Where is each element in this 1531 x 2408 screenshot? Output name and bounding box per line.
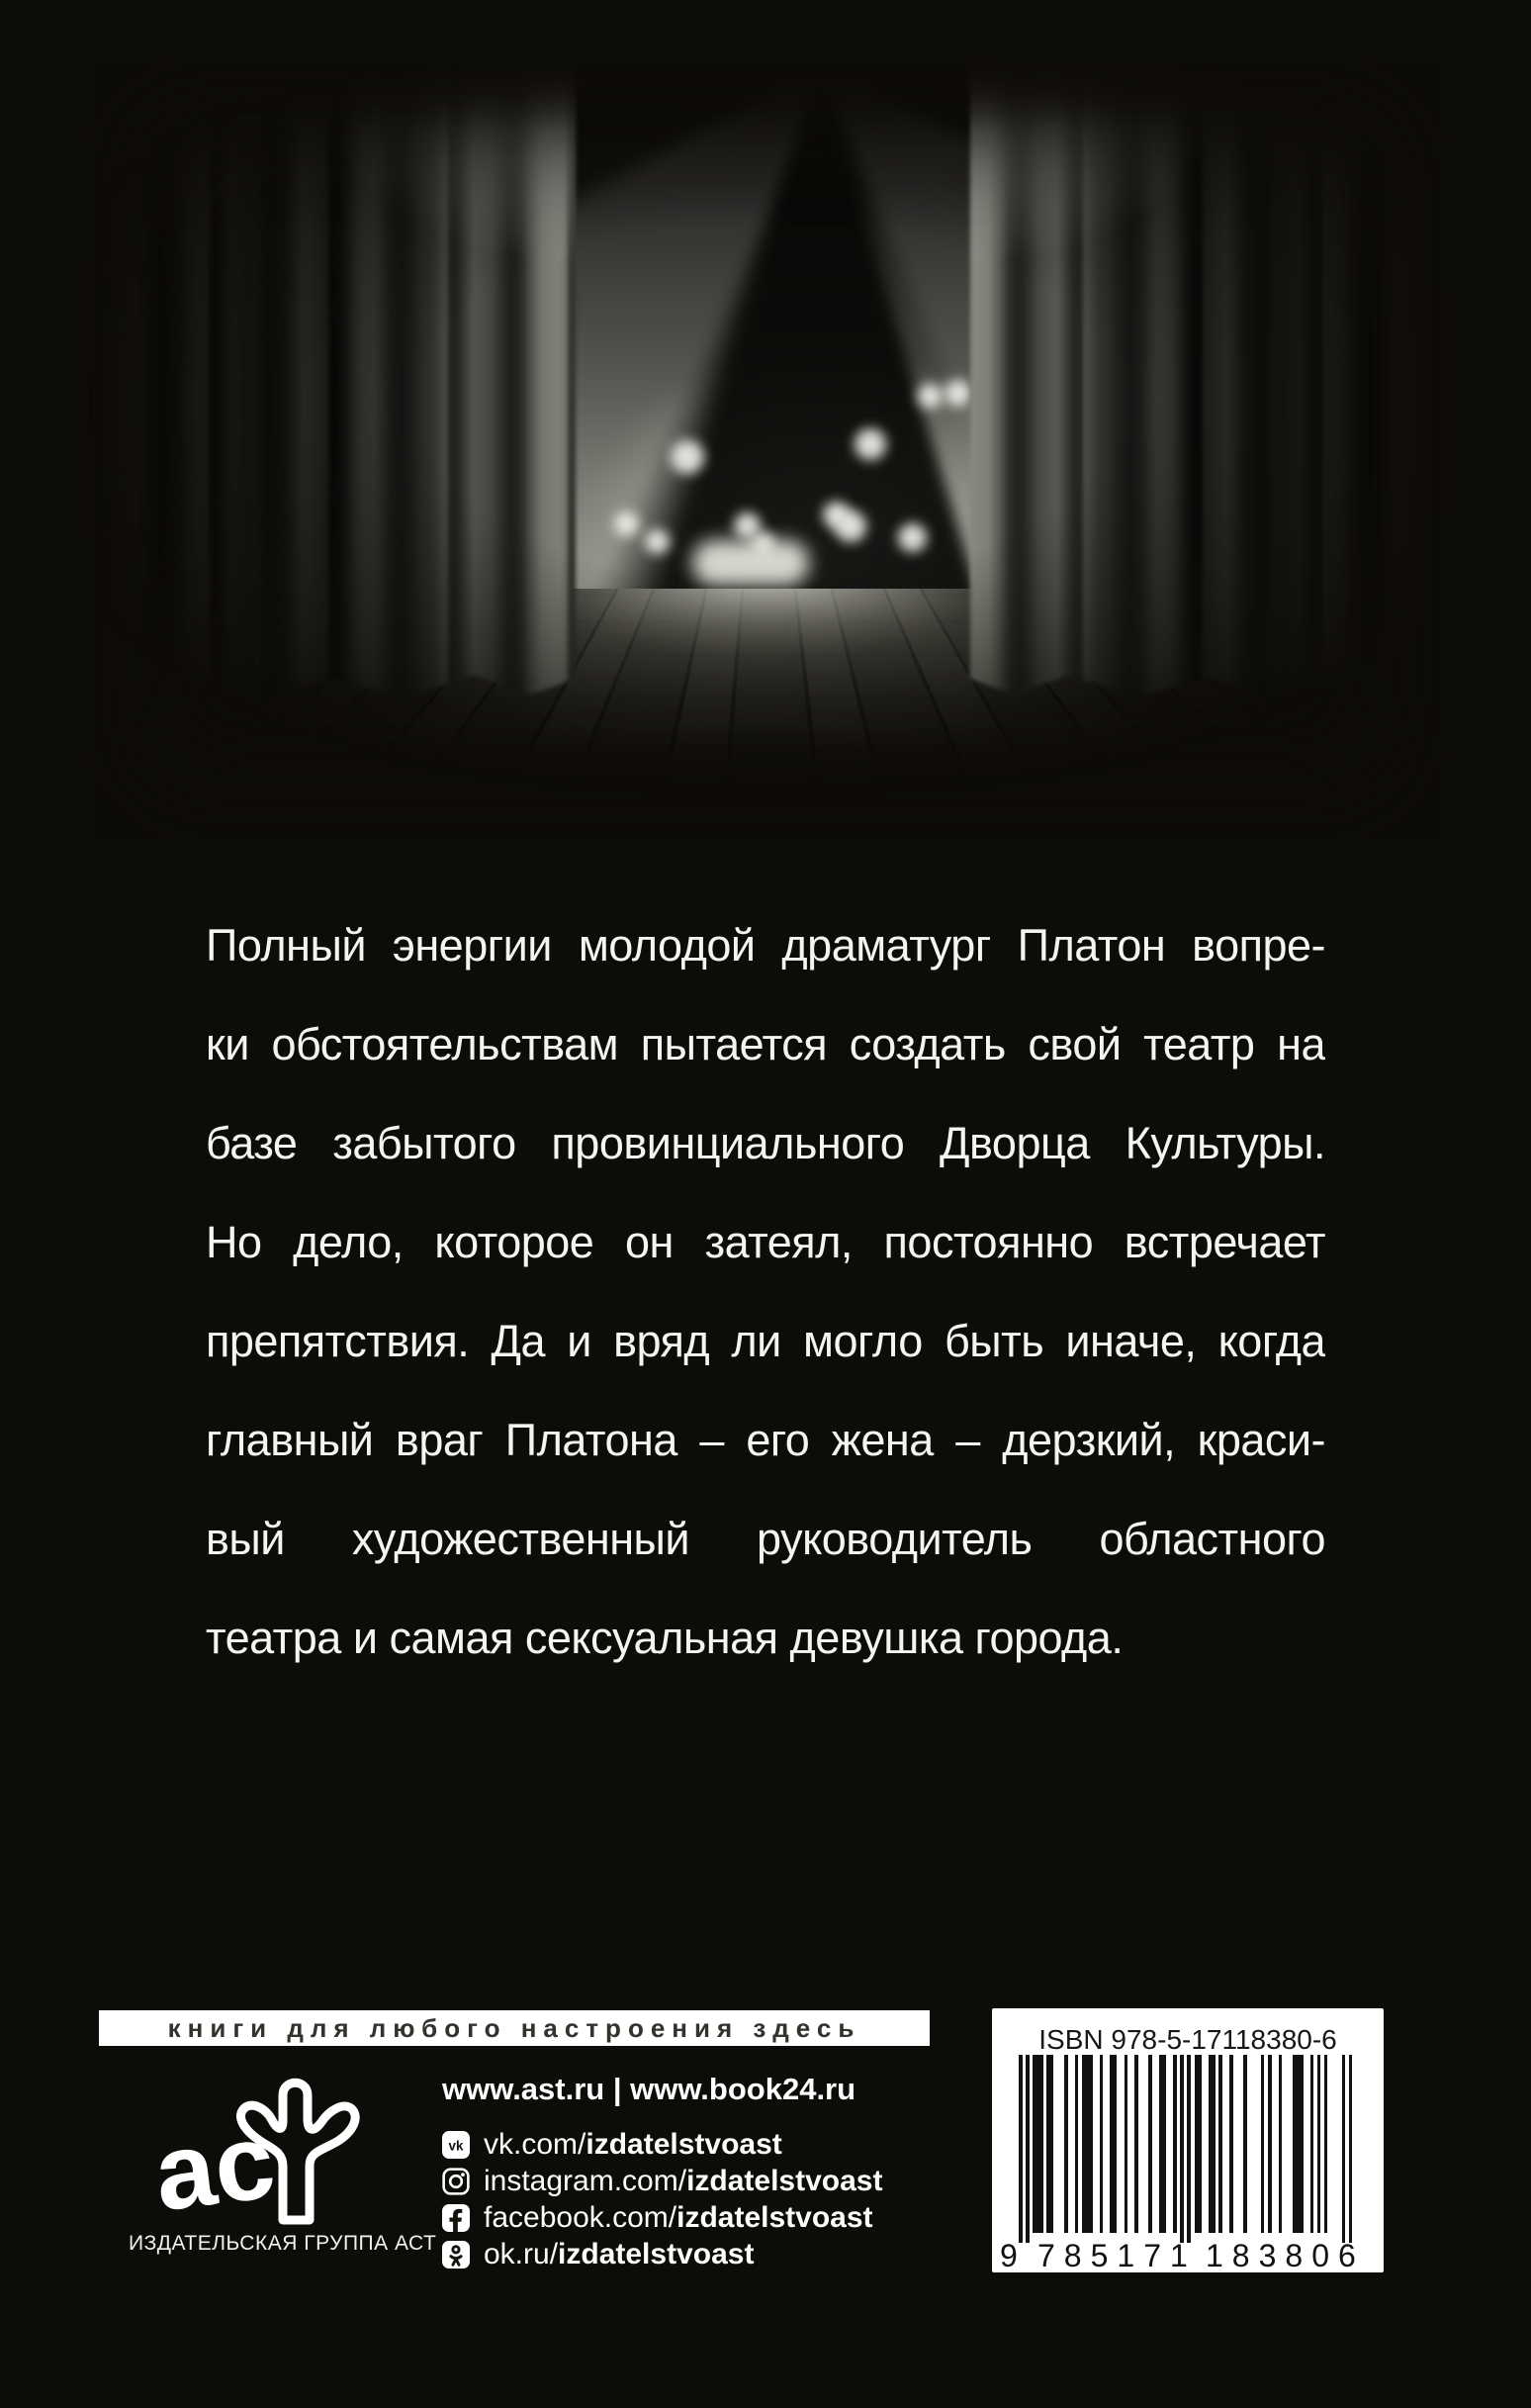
stage-photo [89, 59, 1442, 839]
barcode-digits [992, 2238, 1384, 2271]
barcode-digit-lead: 9 [1000, 2238, 1018, 2273]
barcode-digits-left: 785171 [1037, 2238, 1197, 2273]
ast-logo-letters [156, 2100, 281, 2226]
instagram-icon [442, 2168, 470, 2195]
social-link-row [442, 2238, 882, 2270]
ast-logo-letters-text: ас [156, 2099, 281, 2226]
annotation-line: Но дело, которое он затеял, постоянно встречает [206, 1217, 1325, 1267]
isbn-label: ISBN 978-5-17118380-6 [1038, 2024, 1337, 2055]
isbn-box [992, 2008, 1384, 2272]
social-link-text: facebook.com/izdatelstvoast [484, 2201, 873, 2234]
social-link-row [442, 2128, 882, 2161]
annotation-line: театра и самая сексуальная девушка города. [206, 1613, 1124, 1663]
annotation-text [206, 896, 1325, 1688]
photo-vignette [89, 59, 1442, 839]
publisher-caption: ИЗДАТЕЛЬСКАЯ ГРУППА АСТ [129, 2232, 437, 2255]
social-link-row [442, 2201, 882, 2234]
social-links [442, 2128, 883, 2270]
annotation-line: Полный энергии молодой драматург Платон вопре- [206, 920, 1325, 971]
social-link-text: vk.com/izdatelstvoast [484, 2128, 782, 2161]
social-link-text: ok.ru/izdatelstvoast [484, 2238, 755, 2270]
ean13-barcode [1019, 2055, 1353, 2243]
annotation-line: препятствия. Да и вряд ли могло быть иначе, когда [206, 1316, 1325, 1366]
social-link-row [442, 2165, 883, 2197]
vk-icon [442, 2131, 470, 2159]
annotation-line: базе забытого провинциального Дворца Культуры. [206, 1118, 1325, 1168]
annotation-line: ки обстоятельствам пытается создать свой театр на [206, 1019, 1325, 1069]
ast-logo [156, 2064, 366, 2226]
facebook-icon [442, 2204, 470, 2232]
annotation-line: главный враг Платона – его жена – дерзкий, краси- [206, 1415, 1325, 1465]
tagline-bar [99, 2010, 930, 2046]
publisher-websites: www.ast.ru | www.book24.ru [442, 2072, 856, 2106]
annotation-line: вый художественный руководитель областного [206, 1514, 1325, 1564]
links-block [442, 2072, 882, 2277]
svg-text:vk: vk [448, 2138, 464, 2154]
ok-icon [442, 2241, 470, 2269]
social-link-text: instagram.com/izdatelstvoast [484, 2165, 883, 2197]
tagline-text: книги для любого настроения здесь [167, 2012, 861, 2043]
barcode-digits-right: 183806 [1206, 2238, 1365, 2273]
